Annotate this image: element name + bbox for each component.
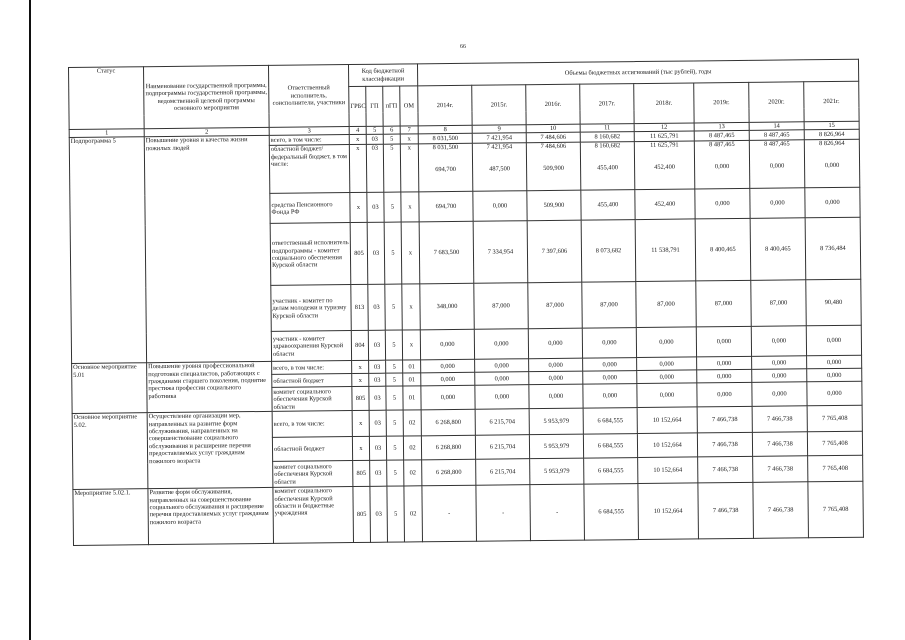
header-status: Статус [69,67,145,130]
value-cell: 8 400,465 [695,219,751,282]
gp-cell: 03 [366,145,384,193]
value-cell [526,142,580,191]
gp-cell: 03 [366,135,383,145]
grbs-cell: х [350,193,367,223]
value-cell: 87,000 [528,282,582,329]
value-cell: 87,000 [696,281,751,328]
value-total: 8 160,682 [594,142,621,150]
executor-cell: комитет социального обеспечения Курской области и бюджетные учреждения [273,487,354,544]
col-number: 4 [349,126,366,135]
pgp-cell: 5 [386,360,403,373]
value-pension: 0,000 [769,162,785,170]
value-cell: 0,000 [697,357,752,371]
executor-cell: всего, в том числе: [272,411,352,438]
section-name: Осуществление организации мер, направленных на развитие форм обслуживания, направленных на совершенствование социального обслуживания и расширение перечня предоставляемых услуг гражданам пожилого возраста [147,412,273,489]
value-cell: 6 268,800 [421,410,475,437]
header-pgp: пГП [383,86,400,126]
grbs-cell: х [352,411,369,437]
pgp-cell: 5 [387,460,404,486]
grbs-cell: 805 [353,461,370,487]
gp-cell: 03 [368,285,385,331]
header-executor: Ответственный исполнитель, соисполнители, участники [268,65,349,128]
col-number: 8 [418,125,472,134]
value-cell: 0,000 [807,356,862,370]
value-cell: 0,000 [697,383,752,408]
value-pension: 455,400 [597,163,619,172]
col-number: 13 [694,122,749,131]
col-number: 1 [69,129,144,138]
value-cell: 0,000 [583,358,637,372]
table-row [73,482,864,546]
header-year-2017: 2017г. [580,84,634,125]
value-cell: 8 160,682 [580,132,634,143]
value-total: 11 625,791 [650,141,679,150]
value-cell: 6 268,800 [421,436,475,461]
executor-cell: всего, в том числе: [269,135,349,146]
gp-cell: 03 [369,437,386,461]
gp-cell: 03 [370,461,387,487]
value-cell: 0,000 [637,357,697,371]
value-cell: 10 152,664 [638,457,698,484]
value-cell: 90,480 [806,280,861,327]
value-cell: 11 625,791 [634,131,694,142]
value-pension: 0,000 [824,161,840,169]
om-cell: х [402,330,420,360]
value-cell: 7 683,500 [419,222,474,285]
value-cell: - [422,486,477,543]
value-cell: 0,000 [696,327,751,358]
header-year-2018: 2018г. [634,83,694,124]
value-cell: 10 152,664 [637,407,697,434]
executor-cell: всего, в том числе: [272,361,352,375]
value-cell: 6 684,555 [584,484,639,541]
value-cell: 6 215,704 [475,435,529,460]
value-cell: 6 268,800 [422,460,476,487]
value-cell: - [530,484,585,541]
grbs-cell: 813 [351,285,368,331]
value-total: 8 487,465 [709,141,735,149]
grbs-cell: 805 [352,387,369,411]
value-cell: 0,000 [752,356,807,370]
pgp-cell: 5 [386,436,403,460]
value-cell: 7 765,408 [807,406,862,433]
value-cell: 10 152,664 [638,483,699,540]
pgp-cell: 5 [386,386,403,410]
section-name: Повышение уровня профессиональной подготовки специалистов, работающих с гражданами старшего поколения, поднятие престижа профессии социального работника [147,362,273,413]
pgp-cell: 5 [385,330,402,360]
value-cell: 0,000 [528,328,582,359]
value-cell [418,144,472,193]
value-cell: 348,000 [420,284,474,331]
value-cell: 7 397,606 [527,220,582,283]
value-cell: 8 487,465 [694,131,749,142]
value-total: 7 484,606 [540,143,567,151]
col-number: 9 [472,125,526,134]
value-cell [749,140,804,189]
value-cell: 8 736,484 [805,218,861,281]
header-year-2020: 2020г. [749,82,804,123]
pgp-cell: 5 [387,486,405,542]
executor-cell: участник - комитет здравоохранения Курской области [271,331,351,362]
om-cell: х [401,192,419,222]
value-cell: 0,000 [529,371,583,385]
om-cell: 01 [403,360,421,373]
pgp-cell: 5 [386,373,403,386]
col-number: 3 [269,127,349,136]
value-pension: 0,000 [714,162,730,170]
value-cell: 0,000 [695,189,750,220]
page-number: 66 [460,44,466,50]
value-cell: 87,000 [751,280,806,327]
value-cell: 7 484,606 [526,132,580,143]
value-cell: 6 215,704 [475,409,529,436]
col-number: 6 [383,126,400,135]
value-cell: 11 538,791 [635,219,696,282]
grbs-cell: х [352,361,369,374]
gp-cell: 03 [369,374,386,387]
value-cell: 0,000 [474,329,528,360]
value-cell: 7 466,738 [698,457,753,484]
value-cell: 6 215,704 [476,459,530,486]
header-gp: ГП [366,86,383,126]
grbs-cell: 805 [353,487,371,543]
gp-cell: 03 [368,331,385,361]
value-cell: 0,000 [475,359,529,373]
value-pension: 509,900 [543,164,565,172]
value-cell: 5 953,979 [529,408,583,435]
value-pension: 452,400 [654,163,676,171]
col-number: 11 [580,124,634,133]
value-cell: 5 953,979 [530,458,584,485]
budget-table [68,59,864,547]
section-name: Повышение уровня и качества жизни пожилых людей [144,136,271,363]
section-status: Основное мероприятие 5.02. [72,413,148,490]
value-cell: 0,000 [807,382,862,407]
executor-cell: ответственный исполнитель подпрограммы - комитет социального обеспечения Курской области [270,223,351,286]
value-cell: 7 466,738 [753,456,808,483]
grbs-cell: 804 [351,331,368,361]
header-year-2019: 2019г. [694,82,749,123]
om-cell: х [400,134,418,144]
value-pension: 694,700 [435,165,457,173]
header-om: ОМ [400,86,418,126]
budget-table-scan [68,59,863,587]
gp-cell: 03 [367,223,385,285]
value-cell [634,141,694,190]
value-cell: 7 466,738 [698,483,754,540]
pgp-cell: 5 [385,284,402,330]
value-cell: 0,000 [529,358,583,372]
value-cell: 87,000 [474,283,528,330]
value-cell: 7 765,408 [808,482,864,539]
header-volumes: Объемы бюджетных ассигнований (тыс рублей), годы [417,59,858,86]
value-cell: 6 684,555 [583,408,637,435]
header-year-2016: 2016г. [526,84,580,125]
value-cell [804,140,859,189]
gp-cell: 03 [370,487,388,543]
col-number: 2 [144,127,269,137]
grbs-cell: х [349,145,367,193]
value-cell: 7 334,954 [473,221,528,284]
value-cell: 7 765,408 [808,456,863,483]
value-cell [472,143,526,192]
col-number: 7 [400,126,418,135]
value-cell: 0,000 [637,383,697,408]
value-cell: 0,000 [421,386,475,411]
value-cell: 7 466,738 [697,433,752,458]
section-status: Подпрограмма 5 [69,137,146,364]
value-total: 8 031,500 [432,144,459,152]
value-cell: 0,000 [637,370,697,384]
value-cell: 6 684,555 [583,434,637,459]
section-name: Развитие форм обслуживания, направленных на совершенствование социального обслуживания и расширение перечня предоставляемых услуг гражданам пожилого возраста [148,488,274,545]
pgp-cell: 5 [384,222,402,284]
value-cell: 0,000 [752,369,807,383]
value-cell: 7 466,738 [697,407,752,434]
value-cell: 0,000 [806,326,861,357]
executor-cell: областной бюджет/ федеральный бюджет, в том числе: [269,145,349,194]
value-cell: 10 152,664 [637,433,697,458]
value-cell: 6 684,555 [584,458,638,485]
header-program-name: Наименование государственной программы, подпрограммы государственной программы, ведомственной целевой программы основного мероприятия [144,65,270,128]
value-cell [694,141,749,190]
pgp-cell: 5 [386,410,403,436]
om-cell: х [401,222,420,284]
col-number: 15 [804,121,859,130]
grbs-cell: х [349,135,366,145]
om-cell: 02 [403,436,421,460]
value-cell: 8 073,682 [581,220,636,283]
value-cell: 7 466,738 [752,406,807,433]
om-cell: 01 [403,386,421,410]
value-cell: - [476,485,531,542]
header-grbs: ГРБС [349,86,366,126]
value-cell: 0,000 [750,188,805,219]
value-cell: 8 400,465 [750,218,806,281]
executor-cell: областной бюджет [272,437,352,462]
value-cell: 7 765,408 [807,432,862,457]
value-total: 7 421,954 [486,143,513,151]
om-cell: х [400,144,419,192]
value-cell: 0,000 [529,384,583,409]
col-number: 14 [749,122,804,131]
value-cell: 0,000 [475,385,529,410]
value-cell: 0,000 [475,372,529,386]
value-cell: 0,000 [751,326,806,357]
value-cell: 0,000 [807,369,862,383]
value-pension: 487,500 [489,165,511,173]
value-cell: 0,000 [583,384,637,409]
gp-cell: 03 [369,411,386,437]
value-cell: 0,000 [473,191,527,222]
value-cell: 452,400 [635,189,695,220]
value-cell: 7 421,954 [472,133,526,144]
value-cell: 0,000 [582,328,636,359]
grbs-cell: х [352,374,369,387]
value-cell: 694,700 [419,192,473,223]
value-cell: 8 826,964 [804,130,859,141]
pgp-cell: 5 [383,134,400,144]
grbs-cell: 805 [350,223,368,285]
om-cell: 01 [403,373,421,386]
value-cell: 8 487,465 [749,130,804,141]
value-total: 8 487,465 [764,140,790,149]
value-cell: 0,000 [752,382,807,407]
value-total: 8 826,964 [819,140,845,148]
executor-cell: участник - комитет по делам молодежи и туризму Курской области [271,285,351,332]
value-cell: 7 466,738 [752,432,807,457]
value-cell: 0,000 [697,370,752,384]
pgp-cell: 5 [383,144,401,192]
value-cell: 0,000 [805,188,860,219]
value-cell: 509,900 [527,190,581,221]
value-cell: 0,000 [636,327,696,358]
gp-cell: 03 [369,387,386,411]
value-cell [580,142,634,191]
value-cell: 87,000 [636,281,696,328]
header-year-2014: 2014г. [418,85,472,126]
value-cell: 0,000 [420,330,474,361]
header-budget-code: Код бюджетной классификации [348,64,417,87]
col-number: 5 [366,126,383,135]
section-status: Основное мероприятие 5.01 [72,363,148,414]
executor-cell: областной бюджет [272,374,352,388]
executor-cell: комитет социального обеспечения Курской области [273,461,353,488]
section-status: Мероприятие 5.02.1. [73,489,149,546]
om-cell: 02 [403,410,421,436]
gp-cell: 03 [369,361,386,374]
executor-cell: средства Пенсионного Фонда РФ [270,193,350,224]
om-cell: 02 [404,486,423,542]
value-cell: 455,400 [581,190,635,221]
om-cell: 02 [404,460,422,486]
gp-cell: 03 [367,193,384,223]
header-year-2021: 2021г. [804,81,859,122]
value-cell: 0,000 [421,373,475,387]
value-cell: 0,000 [583,371,637,385]
header-year-2015: 2015г. [472,85,526,126]
col-number: 12 [634,123,694,132]
value-cell: 7 466,738 [753,482,809,539]
col-number: 10 [526,124,580,133]
value-cell: 8 031,500 [418,134,472,145]
value-cell: 0,000 [421,360,475,374]
value-cell: 87,000 [582,282,636,329]
grbs-cell: х [352,437,369,461]
scan-margin-line [29,0,31,640]
value-cell: 5 953,979 [529,434,583,459]
om-cell: х [402,284,420,330]
executor-cell: комитет социального обеспечения Курской области [272,387,352,412]
pgp-cell: 5 [384,192,401,222]
